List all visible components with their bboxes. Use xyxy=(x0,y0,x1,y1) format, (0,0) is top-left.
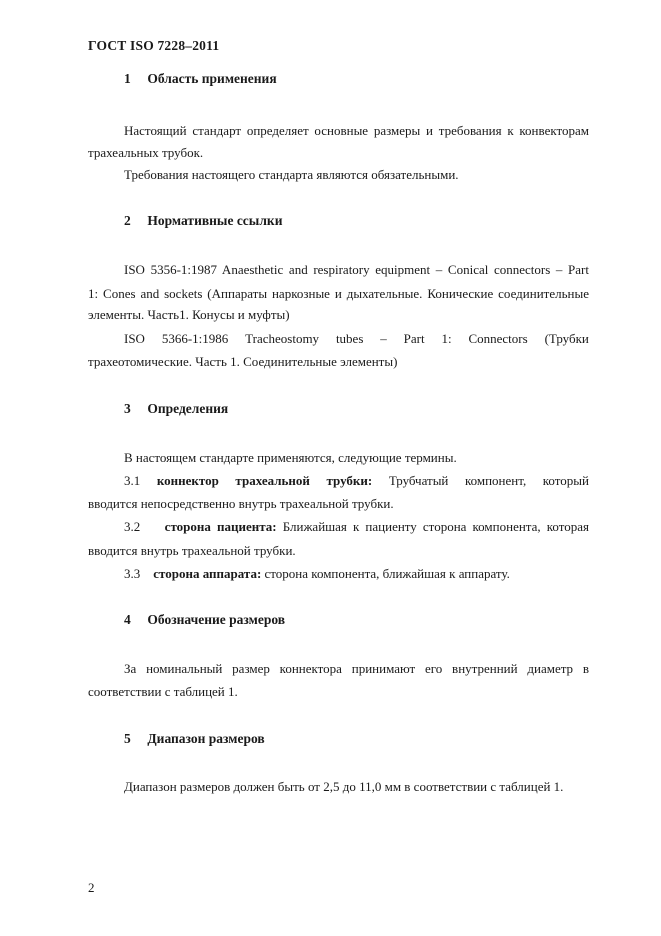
definition-word: который xyxy=(542,473,589,488)
reference-word: Part xyxy=(403,331,425,346)
paragraph-line: За номинальный размер коннектора принимают его внутренний диаметр в xyxy=(124,661,589,676)
reference-line: трахеотомические. Часть 1. Соединительные элементы) xyxy=(88,354,398,369)
section-heading-2 xyxy=(124,213,282,229)
term-line xyxy=(124,473,589,489)
definition-line: вводится внутрь трахеальной трубки. xyxy=(88,543,296,558)
definition-text: Ближайшая к пациенту сторона компонента, которая xyxy=(282,519,590,534)
paragraph-line: соответствии с таблицей 1. xyxy=(88,684,238,699)
term-word: трахеальной xyxy=(235,473,310,488)
term-name: сторона пациента: xyxy=(164,519,277,534)
section-title: Определения xyxy=(147,401,229,416)
section-heading-1 xyxy=(124,71,277,87)
reference-line-spread xyxy=(124,331,589,347)
section-title: Нормативные ссылки xyxy=(147,213,283,228)
term-number: 3.1 xyxy=(124,473,141,488)
definition-word: компонент, xyxy=(464,473,527,488)
section-heading-3 xyxy=(124,401,228,417)
reference-line: ISO 5356-1:1987 Anaesthetic and respiratory equipment – Conical connectors – Part xyxy=(124,262,589,277)
section-heading-5 xyxy=(124,731,265,747)
section-title: Обозначение размеров xyxy=(147,612,286,627)
section-title: Область применения xyxy=(147,71,277,86)
reference-word: Tracheostomy xyxy=(245,331,320,346)
reference-line: 1: Cones and sockets (Аппараты наркозные и дыхательные. Конические соединительные xyxy=(88,286,589,301)
paragraph-line: Диапазон размеров должен быть от 2,5 до 11,0 мм в соответствии с таблицей 1. xyxy=(124,779,564,794)
reference-word: tubes xyxy=(335,331,364,346)
term-number: 3.3 xyxy=(124,566,141,581)
section-heading-4 xyxy=(124,612,285,628)
definition-text: сторона компонента, ближайшая к аппарату. xyxy=(264,566,510,581)
reference-word: 5366-1:1986 xyxy=(161,331,229,346)
reference-word: (Трубки xyxy=(544,331,589,346)
paragraph-line: Настоящий стандарт определяет основные размеры и требования к конвекторам xyxy=(124,123,589,138)
section-number: 2 xyxy=(124,213,131,228)
paragraph-line: В настоящем стандарте применяются, следующие термины. xyxy=(124,450,457,465)
paragraph-line: трахеальных трубок. xyxy=(88,145,204,160)
reference-word: 1: xyxy=(441,331,452,346)
section-number: 1 xyxy=(124,71,131,86)
paragraph-line: Требования настоящего стандарта являются обязательными. xyxy=(124,167,459,182)
section-number: 4 xyxy=(124,612,131,627)
section-title: Диапазон размеров xyxy=(147,731,265,746)
term-line xyxy=(124,519,589,535)
term-word: трубки: xyxy=(326,473,373,488)
section-number: 5 xyxy=(124,731,131,746)
definition-line: вводится непосредственно внутрь трахеальной трубки. xyxy=(88,496,394,511)
document-header: ГОСТ ISO 7228–2011 xyxy=(88,38,220,53)
term-line xyxy=(124,566,510,582)
reference-word: ISO xyxy=(124,331,145,346)
page-number: 2 xyxy=(88,880,95,895)
reference-word: Connectors xyxy=(468,331,528,346)
definition-word: Трубчатый xyxy=(388,473,449,488)
section-number: 3 xyxy=(124,401,131,416)
term-word: коннектор xyxy=(156,473,219,488)
term-name: сторона аппарата: xyxy=(153,566,262,581)
term-number: 3.2 xyxy=(124,519,141,534)
reference-word: – xyxy=(380,331,387,346)
reference-line: элементы. Часть1. Конусы и муфты) xyxy=(88,307,290,322)
